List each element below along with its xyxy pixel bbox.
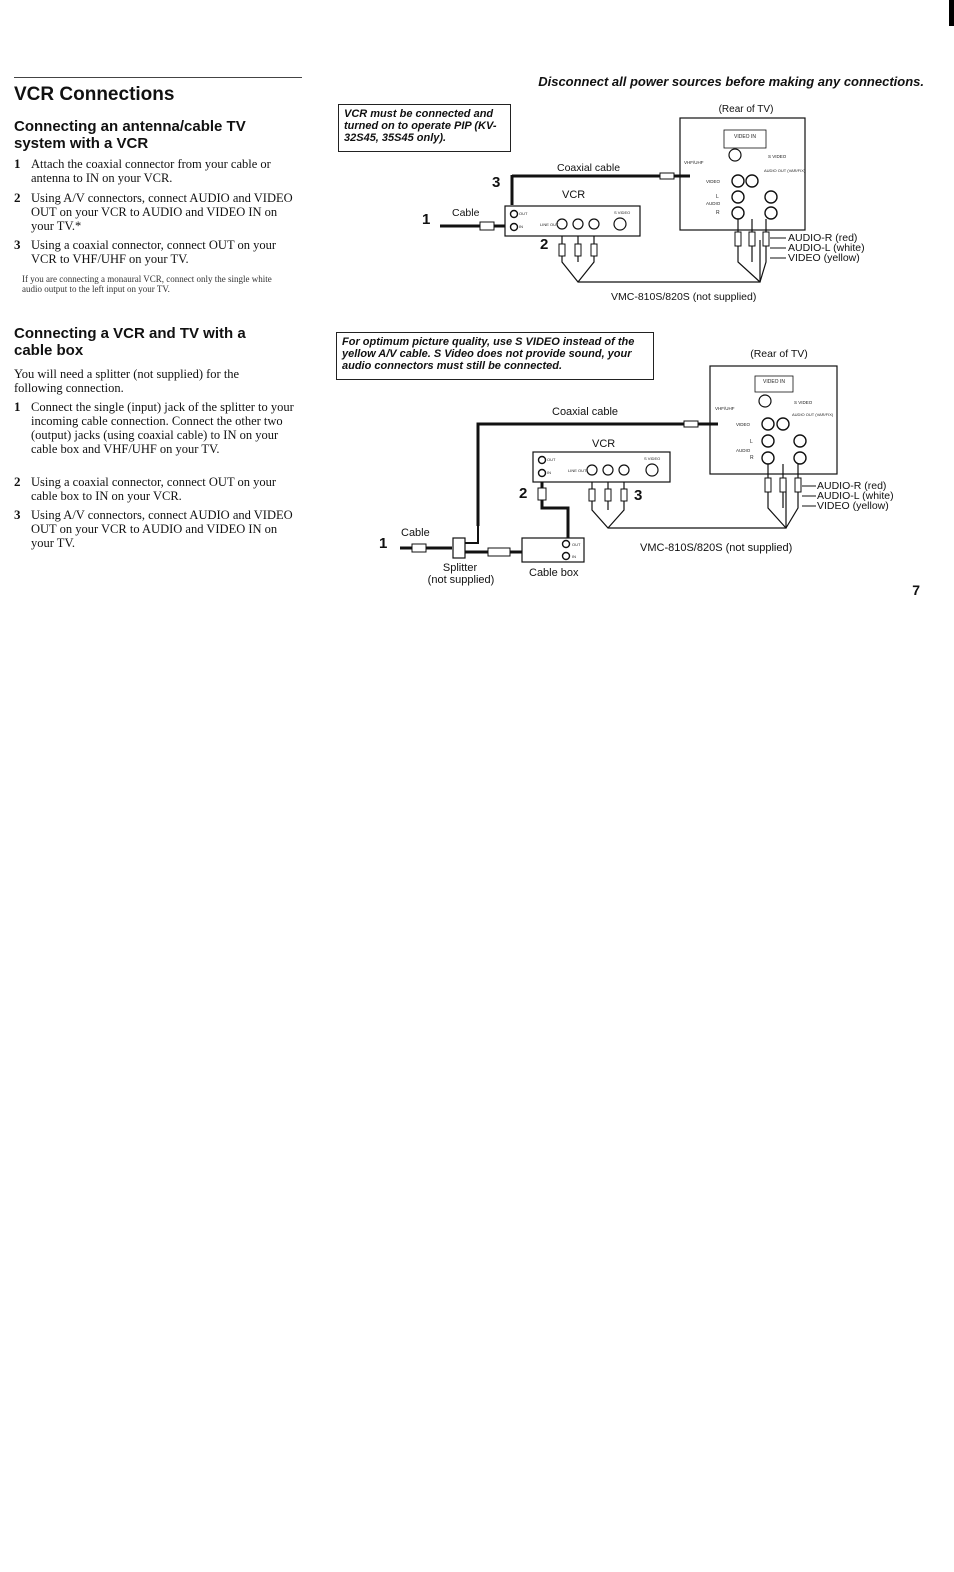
diagram2-vcr-out-jack [539, 457, 546, 464]
diagram1-vcr-audio-r-jack [557, 219, 567, 229]
diagram1-av-cable-r [562, 236, 760, 282]
diagram2-vcr-svideo-jack [646, 464, 658, 476]
diagram2-jack-s-video: S VIDEO [794, 400, 813, 405]
diagram2-cablebox-out-label: OUT [572, 542, 581, 547]
diagram2-jack-r: R [750, 455, 754, 461]
page-title: VCR Connections [14, 84, 175, 105]
diagram2-leader-lines [802, 486, 816, 506]
diagram1-vcr-label: VCR [562, 189, 586, 201]
diagram2-callout: For optimum picture quality, use S VIDEO instead of the yellow A/V cable. S Video does not provide sound, your audio connectors must still be connected. [336, 332, 654, 380]
diagram2-splitter-label: Splitter [442, 562, 478, 574]
diagram2-jack-audio: AUDIO [736, 448, 751, 453]
diagram2-vcr-label: VCR [592, 438, 616, 450]
diagram2-splitter [453, 538, 465, 558]
diagram2-tv-audio-l-out-jack [794, 435, 806, 447]
diagram2-tv-plug-1 [765, 478, 771, 492]
diagram1-plug-r [559, 244, 565, 256]
diagram1-tv-svideo-jack [729, 149, 741, 161]
diagram2-vcr-video-jack [619, 465, 629, 475]
diagram2-jack-vhf-uhf: VHF/UHF [715, 406, 735, 411]
diagram1-av-cable-v [578, 236, 594, 282]
section1-heading-line1: Connecting an antenna/cable TV [14, 118, 246, 135]
diagram1-plug-v [591, 244, 597, 256]
diagram2-coax-connector [684, 421, 698, 427]
diagram1-tv-plug-3 [763, 232, 769, 246]
step-text: Connect the single (input) jack of the splitter to your incoming cable connection. Connect the other two (output) jacks (using coaxial cable) to IN on your cable box and VHF/UHF on your TV. [31, 400, 294, 456]
diagram2-vcr-audio-r-jack [587, 465, 597, 475]
section2-heading-line1: Connecting a VCR and TV with a [14, 325, 246, 342]
diagram1-tv-audio-l-jack [732, 191, 744, 203]
diagram2-cablebox-in-jack [563, 553, 570, 560]
diagram2-av-cable-r [592, 480, 786, 528]
step-text: Using A/V connectors, connect AUDIO and VIDEO OUT on your VCR to AUDIO and VIDEO IN on your TV. [31, 508, 293, 550]
diagram1-jack-audio: AUDIO [706, 201, 721, 206]
diagram1-audio-r-label: AUDIO-R (red) [788, 232, 858, 244]
diagram2-vcr-in-plug [538, 488, 546, 500]
diagram1 [440, 118, 806, 282]
step-number: 2 [14, 190, 21, 205]
diagram2-num-2: 2 [519, 485, 528, 502]
step-text: Attach the coaxial connector from your cable or antenna to IN on your VCR. [31, 157, 271, 185]
diagram1-tv-cable-3 [760, 219, 766, 282]
diagram2-cable-label: Cable [401, 527, 430, 539]
step-number: 1 [14, 399, 21, 414]
diagram2 [400, 366, 837, 562]
diagram1-jack-l: L [716, 194, 719, 200]
diagram2-tv-audio-r-jack [762, 452, 774, 464]
diagram2-num-3: 3 [634, 487, 643, 504]
diagram2-cablebox-in-label: IN [572, 554, 576, 559]
diagram2-tv-audio-r-out-jack [794, 452, 806, 464]
diagram2-plug-r [589, 489, 595, 501]
step-number: 3 [14, 507, 21, 522]
diagram1-video-label: VIDEO (yellow) [788, 252, 860, 264]
diagram1-jack-vhf-uhf: VHF/UHF [684, 160, 704, 165]
diagram2-tv-plug-2 [780, 478, 786, 492]
diagram1-jack-video-in: VIDEO IN [734, 134, 756, 140]
diagram2-rear-of-tv: (Rear of TV) [750, 348, 808, 360]
diagram2-splitter-not-supplied: (not supplied) [427, 574, 495, 586]
diagram1-tv-audio-r-jack [732, 207, 744, 219]
diagram1-num-1: 1 [422, 211, 431, 228]
diagram1-callout: VCR must be connected and turned on to operate PIP (KV-32S45, 35S45 only). [338, 104, 511, 152]
diagram2-vcr-svideo-label: S VIDEO [644, 456, 661, 461]
step-text: Using a coaxial connector, connect OUT on your VCR to VHF/UHF on your TV. [31, 238, 277, 266]
diagram2-splitter-out-1 [465, 526, 478, 543]
diagram2-vcr-line-out-label: LINE OUT [568, 468, 587, 473]
diagram2-audio-l-label: AUDIO-L (white) [817, 490, 894, 502]
diagram2-jack-video: VIDEO [736, 422, 751, 427]
diagram1-tv-plug-2 [749, 232, 755, 246]
diagram1-jack-s-video: S VIDEO [768, 154, 787, 159]
section1-heading-line2: system with a VCR [14, 135, 149, 152]
diagram1-tv-video-jack [732, 175, 744, 187]
diagram2-vcr-audio-l-jack [603, 465, 613, 475]
diagram2-tv-video-jack [762, 418, 774, 430]
diagram1-vcr-svideo-label: S VIDEO [614, 210, 631, 215]
diagram2-coaxial-cable-label: Coaxial cable [552, 406, 619, 418]
diagram1-vcr-in-label: IN [519, 224, 523, 229]
section1-footnote: If you are connecting a monaural VCR, connect only the single white audio output to the left input on your TV. [22, 274, 272, 294]
diagram2-jack-audio-out: AUDIO OUT (VAR/FIX) [792, 412, 834, 417]
diagram1-tv-audio-l-out-jack [765, 191, 777, 203]
diagram2-num-1: 1 [379, 535, 388, 552]
step-text: Using A/V connectors, connect AUDIO and VIDEO OUT on your VCR to AUDIO and VIDEO IN on your TV.* [31, 191, 293, 233]
power-warning: Disconnect all power sources before making any connections. [538, 74, 924, 89]
diagram2-plug-v [621, 489, 627, 501]
diagram2-vcr-in-label: IN [547, 470, 551, 475]
diagram1-labels [422, 104, 865, 303]
diagram1-cable-connector [480, 222, 494, 230]
diagram1-vcr-out-label: OUT [519, 211, 528, 216]
diagram2-video-label: VIDEO (yellow) [817, 500, 889, 512]
diagram1-vcr-video-jack [589, 219, 599, 229]
diagram1-vcr-out-jack [511, 211, 518, 218]
diagram1-jack-audio-out: AUDIO OUT (VAR/FIX) [764, 168, 806, 173]
step-number: 2 [14, 474, 21, 489]
diagram1-vcr-in-jack [511, 224, 518, 231]
section2-intro: You will need a splitter (not supplied) for the following connection. [14, 367, 240, 395]
diagram2-cable-model: VMC-810S/820S (not supplied) [640, 542, 793, 554]
diagram1-rear-of-tv: (Rear of TV) [718, 104, 774, 115]
diagram2-jack-l: L [750, 439, 753, 445]
diagram1-cable-label: Cable [452, 207, 480, 219]
diagram1-leader-lines [770, 238, 786, 258]
diagram2-tv-plug-3 [795, 478, 801, 492]
diagram1-audio-l-label: AUDIO-L (white) [788, 242, 865, 254]
diagram1-cable-model: VMC-810S/820S (not supplied) [611, 291, 757, 303]
diagram2-vcr-in-jack [539, 470, 546, 477]
diagram2-cable-box-label: Cable box [529, 567, 579, 579]
diagram1-coaxial-cable-label: Coaxial cable [557, 162, 621, 174]
diagram1-tv-audio-r-out-jack [765, 207, 777, 219]
diagram1-tv-cable-1 [738, 219, 760, 282]
diagram1-num-3: 3 [492, 174, 501, 191]
diagram1-plug-l [575, 244, 581, 256]
diagram1-num-2: 2 [540, 236, 549, 253]
page-number: 7 [912, 582, 920, 598]
diagram2-cablebox-out-jack [563, 541, 570, 548]
diagram2-tv-svideo-jack [759, 395, 771, 407]
diagram2-jack-video-in: VIDEO IN [763, 379, 785, 385]
diagram2-tv-audio-l-jack [762, 435, 774, 447]
diagram1-tv-plug-1 [735, 232, 741, 246]
step-number: 1 [14, 156, 21, 171]
diagram2-tv-audio-out-jack [777, 418, 789, 430]
diagram2-vcr-out-label: OUT [547, 457, 556, 462]
diagram2-audio-r-label: AUDIO-R (red) [817, 480, 887, 492]
diagram1-jack-video: VIDEO [706, 179, 721, 184]
diagram2-plug-l [605, 489, 611, 501]
diagram1-vcr-audio-l-jack [573, 219, 583, 229]
step-number: 3 [14, 237, 21, 252]
section2-heading-line2: cable box [14, 342, 84, 359]
diagram1-vcr-svideo-jack [614, 218, 626, 230]
diagram2-splitter-cable-connector [488, 548, 510, 556]
diagram1-coax-connector [660, 173, 674, 179]
diagram1-tv-audio-out-jack [746, 175, 758, 187]
diagram1-jack-r: R [716, 210, 720, 216]
step-text: Using a coaxial connector, connect OUT on your cable box to IN on your VCR. [31, 475, 277, 503]
diagram1-vcr-line-out-label: LINE OUT [540, 222, 559, 227]
diagram2-cable-connector [412, 544, 426, 552]
